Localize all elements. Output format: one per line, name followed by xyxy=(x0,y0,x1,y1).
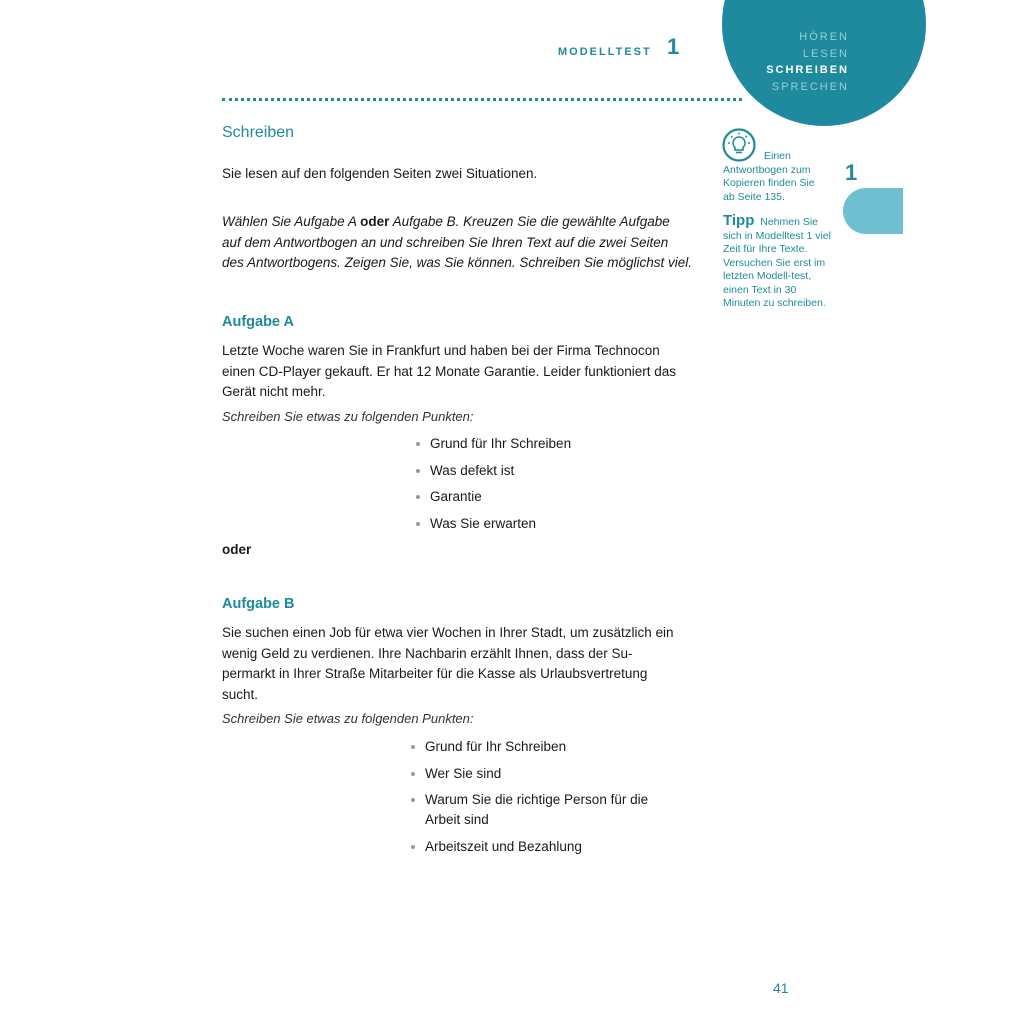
task-b-text: Sie suchen einen Job für etwa vier Wochen in Ihrer Stadt, um zusätzlich ein wenig Geld zu verdienen. Ihre Nachbarin erzählt Ihnen, dass der Su-permarkt in Ihrer Straße Mitarbeiter für die Kasse als Urlaubsvertretung sucht. xyxy=(222,625,674,702)
page-number: 41 xyxy=(773,980,789,996)
section-label: MODELLTEST xyxy=(558,46,652,58)
list-item: Arbeitszeit und Bezahlung xyxy=(411,837,671,857)
chapter-number: 1 xyxy=(845,160,858,185)
list-item: Grund für Ihr Schreiben xyxy=(411,737,671,757)
skill-sprechen[interactable]: SPRECHEN xyxy=(771,80,849,93)
task-a-heading: Aufgabe A xyxy=(222,314,294,330)
task-a-points xyxy=(416,434,571,540)
page-title: Schreiben xyxy=(222,124,295,141)
skill-hoeren[interactable]: HÖREN xyxy=(799,31,849,43)
intro-text: Sie lesen auf den folgenden Seiten zwei Situationen. xyxy=(222,166,538,181)
list-item: Was defekt ist xyxy=(416,461,571,481)
task-b-points xyxy=(411,737,671,863)
tipp-text: Nehmen Sie sich in Modelltest 1 viel Zeit für Ihre Texte. Versuchen Sie erst im letzten Modell-test, einen Text in 30 Minuten zu schreiben. xyxy=(723,216,831,309)
list-item: Wer Sie sind xyxy=(411,764,671,784)
list-item: Was Sie erwarten xyxy=(416,514,571,534)
task-b-heading: Aufgabe B xyxy=(222,596,295,612)
instruction-text: Wählen Sie Aufgabe A oder Aufgabe B. Kreuzen Sie die gewählte Aufgabe auf dem Antwortbogen an und schreiben Sie Ihren Text auf die zwei Seiten des Antwortbogens. Zeigen Sie, was Sie können. Schreiben Sie möglichst viel. xyxy=(222,214,693,270)
list-item: Warum Sie die richtige Person für die Arbeit sind xyxy=(411,790,671,830)
task-b-prompt: Schreiben Sie etwas zu folgenden Punkten: xyxy=(222,711,474,726)
task-a-text: Letzte Woche waren Sie in Frankfurt und haben bei der Firma Technocon einen CD-Player gekauft. Er hat 12 Monate Garantie. Leider funktioniert das Gerät nicht mehr. xyxy=(222,343,677,399)
sidebar-note: Einen Antwortbogen zum Kopieren finden Sie ab Seite 135. xyxy=(723,150,815,203)
skills-nav xyxy=(766,29,849,95)
chapter-tab[interactable] xyxy=(843,188,903,234)
dotted-divider xyxy=(222,98,742,101)
section-number: 1 xyxy=(667,34,680,59)
skill-lesen[interactable]: LESEN xyxy=(802,47,849,60)
separator-oder: oder xyxy=(222,542,252,557)
skill-schreiben[interactable]: SCHREIBEN xyxy=(766,64,849,76)
tipp-label: Tipp xyxy=(723,212,755,229)
list-item: Garantie xyxy=(416,487,571,507)
list-item: Grund für Ihr Schreiben xyxy=(416,434,571,454)
task-a-prompt: Schreiben Sie etwas zu folgenden Punkten: xyxy=(222,409,474,424)
tipp-box xyxy=(723,214,835,311)
